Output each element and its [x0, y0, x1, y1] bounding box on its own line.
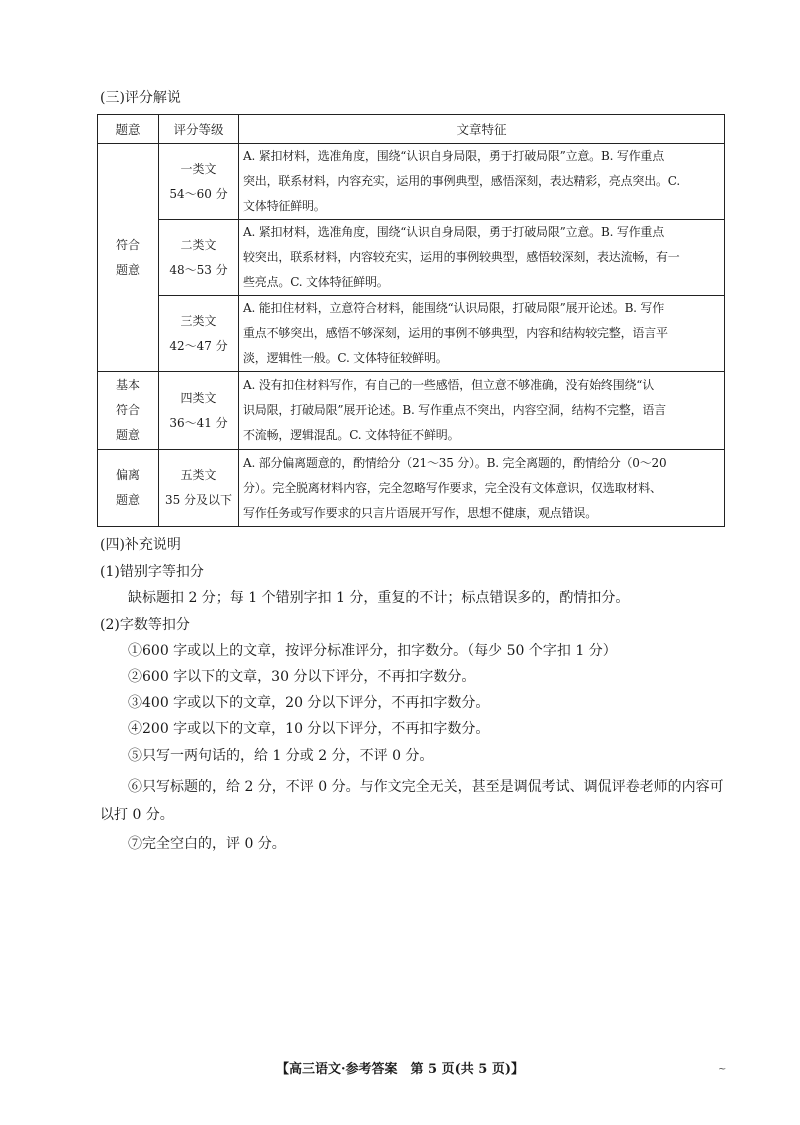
list-item: ⑥只写标题的，给 2 分，不评 0 分。与作文完全无关，甚至是调侃考试、调侃评卷老师的内容可以打 0 分。 — [100, 779, 724, 823]
table-row — [98, 144, 725, 220]
category-cell: 偏离 题意 — [98, 450, 159, 527]
table-header-row — [98, 115, 725, 144]
header-features: 文章特征 — [239, 115, 725, 144]
subsection-title-typo-deductions: (1)错别字等扣分 — [100, 564, 204, 580]
table-row — [98, 296, 725, 372]
header-category: 题意 — [98, 115, 159, 144]
typo-deduction-text: 缺标题扣 2 分；每 1 个错别字扣 1 分，重复的不计；标点错误多的，酌情扣分。 — [128, 590, 630, 606]
grade-cell: 二类文 48～53 分 — [159, 220, 239, 296]
features-cell: A. 紧扣材料，选准角度，围绕“认识自身局限，勇于打破局限”立意。B. 写作重点 较突出，联系材料，内容较充实，运用的事例较典型，感悟较深刻，表达流畅，有一 些亮点。C. 文体特征鲜明。 — [239, 220, 725, 296]
subsection-title-word-count-deductions: (2)字数等扣分 — [100, 617, 190, 633]
grade-cell: 三类文 42～47 分 — [159, 296, 239, 372]
features-cell: A. 能扣住材料，立意符合材料，能围绕“认识局限，打破局限”展开论述。B. 写作 重点不够突出，感悟不够深刻，运用的事例不够典型，内容和结构较完整，语言平 淡，逻辑性一般。C. 文体特征较鲜明。 — [239, 296, 725, 372]
list-item: ⑦完全空白的，评 0 分。 — [128, 836, 286, 852]
features-cell: A. 没有扣住材料写作，有自己的一些感悟，但立意不够准确，没有始终围绕“认 识局限，打破局限”展开论述。B. 写作重点不突出，内容空洞，结构不完整，语言 不流畅，逻辑混乱。C. 文体特征不鲜明。 — [239, 372, 725, 450]
page-footer: 【高三语文·参考答案 第 5 页(共 5 页)】 — [275, 1062, 525, 1077]
list-item: ①600 字或以上的文章，按评分标准评分，扣字数分。（每少 50 个字扣 1 分） — [128, 643, 617, 659]
grade-cell: 四类文 36～41 分 — [159, 372, 239, 450]
features-cell: A. 部分偏离题意的，酌情给分（21～35 分）。B. 完全离题的，酌情给分（0～20 分）。完全脱离材料内容，完全忽略写作要求，完全没有文体意识，仅选取材料、 写作任务或写作要求的只言片语展开写作，思想不健康，观点错误。 — [239, 450, 725, 527]
category-cell: 基本 符合 题意 — [98, 372, 159, 450]
table-row — [98, 220, 725, 296]
list-item: ②600 字以下的文章，30 分以下评分，不再扣字数分。 — [128, 669, 476, 685]
category-cell: 符合 题意 — [98, 144, 159, 372]
list-item: ④200 字或以下的文章，10 分以下评分，不再扣字数分。 — [128, 721, 490, 737]
section-title-supplementary-notes: (四)补充说明 — [100, 537, 181, 553]
list-item: ⑤只写一两句话的，给 1 分或 2 分，不评 0 分。 — [128, 748, 434, 764]
table-row — [98, 372, 725, 450]
features-cell: A. 紧扣材料，选准角度，围绕“认识自身局限，勇于打破局限”立意。B. 写作重点 突出，联系材料，内容充实，运用的事例典型，感悟深刻，表达精彩，亮点突出。C. 文体特征鲜明。 — [239, 144, 725, 220]
table-row — [98, 450, 725, 527]
section-title-scoring-explanation: (三)评分解说 — [100, 90, 181, 106]
corner-mark: ~ — [718, 1064, 727, 1075]
list-item: ③400 字或以下的文章，20 分以下评分，不再扣字数分。 — [128, 695, 490, 711]
grade-cell: 一类文 54～60 分 — [159, 144, 239, 220]
grade-cell: 五类文 35 分及以下 — [159, 450, 239, 527]
scoring-rubric-table — [97, 114, 725, 527]
header-grade: 评分等级 — [159, 115, 239, 144]
